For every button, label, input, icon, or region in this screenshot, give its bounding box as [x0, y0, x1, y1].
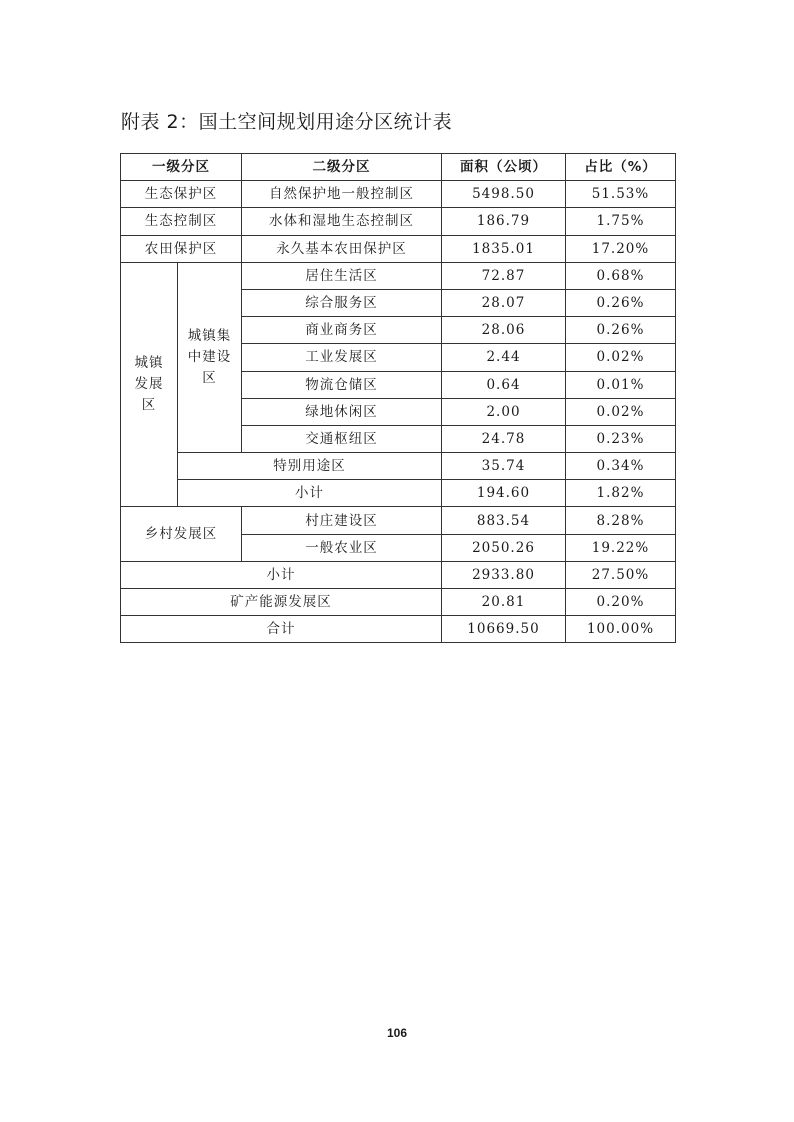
ratio-cell: 0.26% — [566, 289, 676, 316]
header-row — [121, 154, 676, 181]
ratio-cell: 0.34% — [566, 453, 676, 480]
area-cell: 5498.50 — [442, 181, 566, 208]
area-cell: 1835.01 — [442, 235, 566, 262]
area-cell: 194.60 — [442, 480, 566, 507]
urban-level1-line: 区 — [141, 397, 157, 414]
subtotal-label: 小计 — [121, 561, 442, 588]
ratio-cell: 51.53% — [566, 181, 676, 208]
level2-cell: 自然保护地一般控制区 — [242, 181, 442, 208]
subtotal-label: 小计 — [178, 480, 442, 507]
table-row — [121, 235, 676, 262]
total-label: 合计 — [121, 616, 442, 643]
ratio-cell: 0.02% — [566, 398, 676, 425]
total-row — [121, 616, 676, 643]
level2-cell: 永久基本农田保护区 — [242, 235, 442, 262]
concentrated-line: 区 — [202, 369, 217, 386]
ratio-cell: 17.20% — [566, 235, 676, 262]
ratio-cell: 0.02% — [566, 344, 676, 371]
level2-cell: 一般农业区 — [242, 534, 442, 561]
ratio-cell: 1.75% — [566, 208, 676, 235]
level2-cell: 交通枢纽区 — [242, 425, 442, 452]
ratio-cell: 0.23% — [566, 425, 676, 452]
area-cell: 35.74 — [442, 453, 566, 480]
subtotal-row — [121, 561, 676, 588]
header-ratio: 占比（%） — [566, 154, 676, 181]
level2-cell: 商业商务区 — [242, 317, 442, 344]
table-row — [121, 589, 676, 616]
rural-level1-cell: 乡村发展区 — [121, 507, 242, 561]
ratio-cell: 0.01% — [566, 371, 676, 398]
level2-cell: 村庄建设区 — [242, 507, 442, 534]
level1-cell: 生态控制区 — [121, 208, 242, 235]
concentrated-construction-cell — [178, 262, 242, 452]
level2-cell: 绿地休闲区 — [242, 398, 442, 425]
area-cell: 10669.50 — [442, 616, 566, 643]
ratio-cell: 1.82% — [566, 480, 676, 507]
table-row — [121, 453, 676, 480]
header-level2: 二级分区 — [242, 154, 442, 181]
area-cell: 72.87 — [442, 262, 566, 289]
area-cell: 2933.80 — [442, 561, 566, 588]
level2-cell: 综合服务区 — [242, 289, 442, 316]
area-cell: 2.00 — [442, 398, 566, 425]
area-cell: 883.54 — [442, 507, 566, 534]
table-row — [121, 208, 676, 235]
level2-cell: 物流仓储区 — [242, 371, 442, 398]
ratio-cell: 0.26% — [566, 317, 676, 344]
area-cell: 0.64 — [442, 371, 566, 398]
ratio-cell: 27.50% — [566, 561, 676, 588]
table-row — [121, 262, 676, 289]
level2-cell: 居住生活区 — [242, 262, 442, 289]
ratio-cell: 0.20% — [566, 589, 676, 616]
area-cell: 186.79 — [442, 208, 566, 235]
header-area: 面积（公顷） — [442, 154, 566, 181]
area-cell: 20.81 — [442, 589, 566, 616]
area-cell: 2.44 — [442, 344, 566, 371]
ratio-cell: 0.68% — [566, 262, 676, 289]
subtotal-row — [121, 480, 676, 507]
ratio-cell: 8.28% — [566, 507, 676, 534]
level1-cell: 农田保护区 — [121, 235, 242, 262]
table-caption: 附表 2：国土空间规划用途分区统计表 — [121, 111, 453, 133]
urban-level1-cell — [121, 262, 178, 507]
level1-cell: 生态保护区 — [121, 181, 242, 208]
table-row — [121, 181, 676, 208]
level1-cell: 矿产能源发展区 — [121, 589, 442, 616]
level2-cell: 水体和湿地生态控制区 — [242, 208, 442, 235]
level2-cell: 工业发展区 — [242, 344, 442, 371]
urban-level1-line: 发展 — [134, 376, 164, 393]
concentrated-line: 中建设 — [187, 348, 232, 365]
table-row — [121, 507, 676, 534]
ratio-cell: 100.00% — [566, 616, 676, 643]
zoning-statistics-table — [120, 153, 676, 643]
ratio-cell: 19.22% — [566, 534, 676, 561]
area-cell: 24.78 — [442, 425, 566, 452]
header-level1: 一级分区 — [121, 154, 242, 181]
area-cell: 28.06 — [442, 317, 566, 344]
concentrated-line: 城镇集 — [187, 327, 232, 344]
area-cell: 28.07 — [442, 289, 566, 316]
urban-level1-line: 城镇 — [134, 355, 164, 372]
area-cell: 2050.26 — [442, 534, 566, 561]
level2-cell: 特别用途区 — [178, 453, 442, 480]
page-number: 106 — [386, 1026, 408, 1040]
